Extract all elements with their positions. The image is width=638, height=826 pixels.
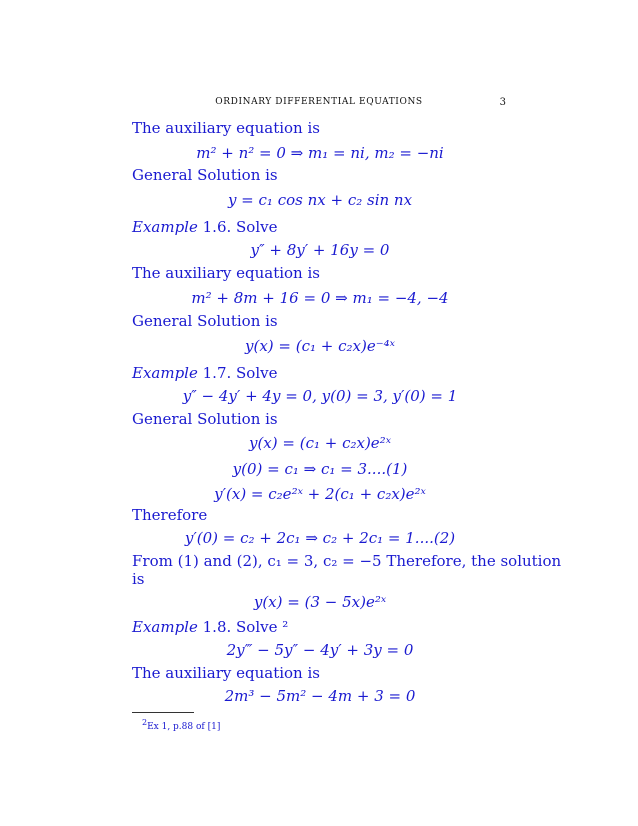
footnote-rule [132,712,194,713]
example-title: 1.7. Solve [197,364,278,382]
equation: y″ − 4y′ + 4y = 0, y(0) = 3, y′(0) = 1 [182,387,458,405]
text-line: General Solution is [132,410,278,428]
example-title: 1.6. Solve [197,218,278,236]
example-label: Example [132,364,198,382]
equation: y(x) = (3 − 5x)e²ˣ [253,593,387,611]
footnote-text: Ex 1, p.88 of [1] [147,722,221,732]
running-title: ORDINARY DIFFERENTIAL EQUATIONS [215,97,423,107]
equation: y″ + 8y′ + 16y = 0 [250,241,390,259]
text-line: General Solution is [132,312,278,330]
equation: y = c₁ cos nx + c₂ sin nx [227,191,413,209]
equation: y(x) = (c₁ + c₂x)e²ˣ [248,434,392,452]
example-title: 1.8. Solve ² [197,618,289,636]
equation: m² + 8m + 16 = 0 ⇒ m₁ = −4, −4 [191,289,449,307]
equation: y(x) = (c₁ + c₂x)e⁻⁴ˣ [245,337,395,355]
text-line: The auxiliary equation is [132,664,320,682]
text-line: The auxiliary equation is [132,264,320,282]
example-label: Example [132,618,198,636]
running-header [0,97,638,111]
example-heading [132,618,508,636]
footnote [142,718,220,732]
equation: 2m³ − 5m² − 4m + 3 = 0 [224,687,416,705]
text-line: Therefore [132,506,208,524]
example-heading [132,218,508,236]
example-label: Example [132,218,198,236]
equation: y′(0) = c₂ + 2c₁ ⇒ c₂ + 2c₁ = 1....(2) [184,529,456,547]
text-line: General Solution is [132,166,278,184]
text-line: From (1) and (2), c₁ = 3, c₂ = −5 Therefore, the solution [132,552,562,570]
equation: m² + n² = 0 ⇒ m₁ = ni, m₂ = −ni [196,144,444,162]
equation: y′(x) = c₂e²ˣ + 2(c₁ + c₂x)e²ˣ [214,485,426,503]
text-line: is [132,570,145,588]
text-line: The auxiliary equation is [132,119,320,137]
page-number: 3 [499,97,506,108]
equation: 2y‴ − 5y″ − 4y′ + 3y = 0 [226,641,414,659]
footnote-mark: 2 [142,718,148,727]
equation: y(0) = c₁ ⇒ c₁ = 3....(1) [232,460,408,478]
example-heading [132,364,508,382]
